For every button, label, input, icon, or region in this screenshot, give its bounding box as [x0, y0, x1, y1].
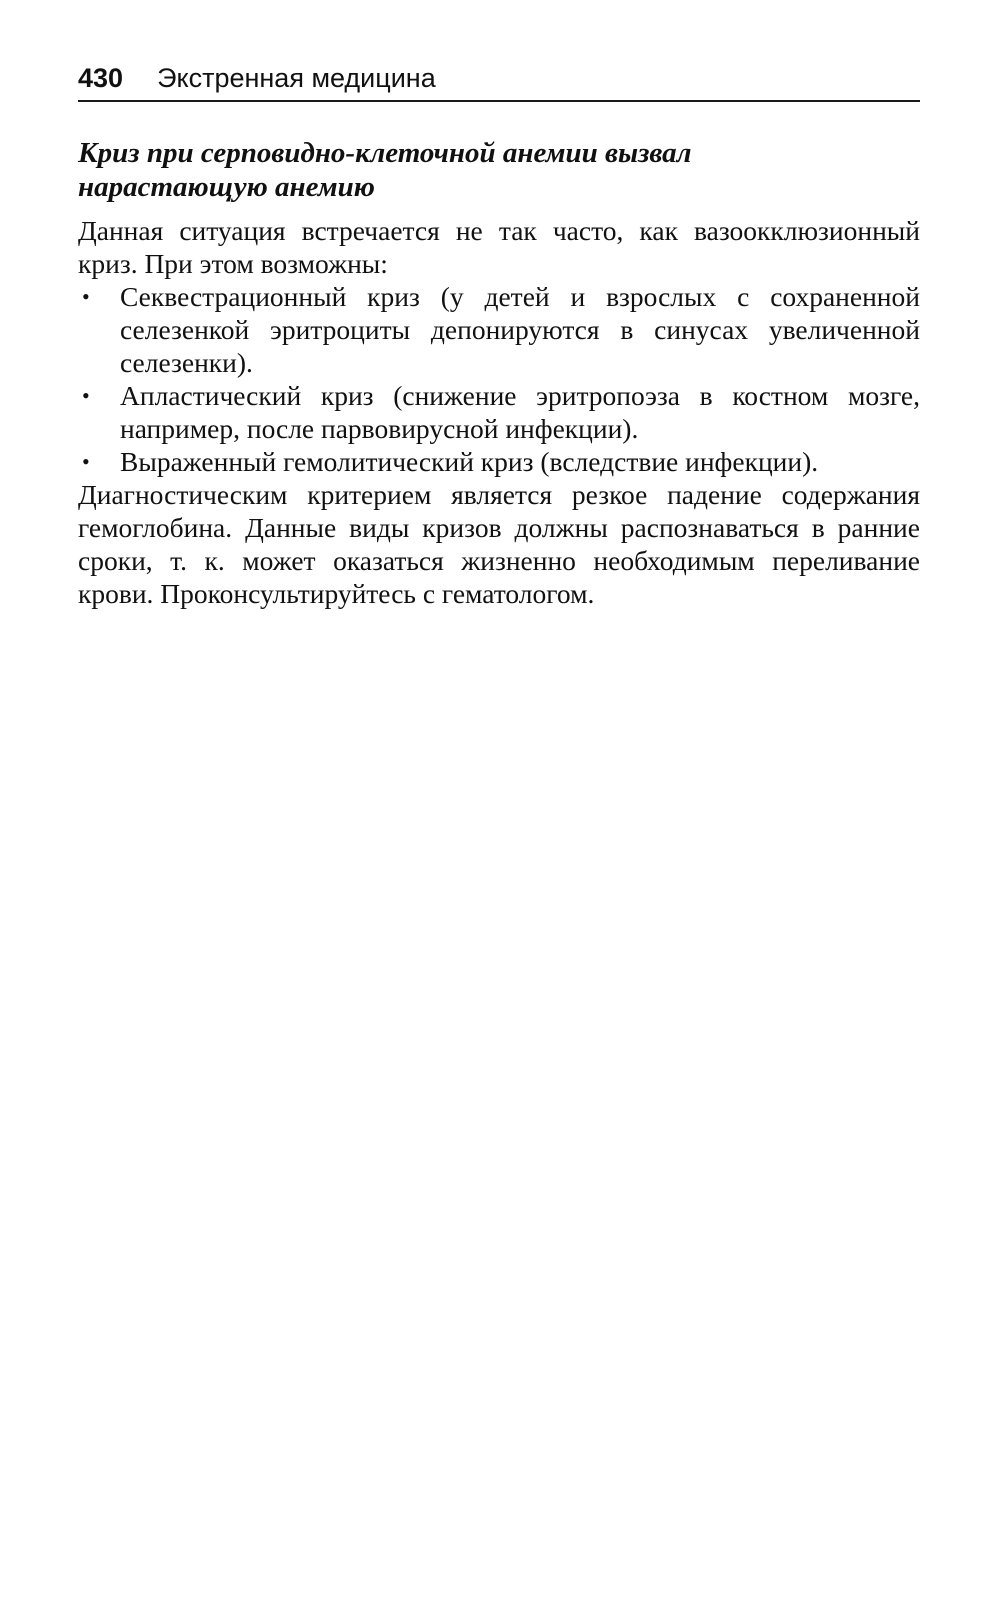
book-page [78, 62, 920, 610]
intro-paragraph: Данная ситуация встречается не так часто, как вазоокклюзионный криз. При этом возможны: [78, 215, 920, 279]
list-item-text: Выраженный гемолитический криз (вследствие инфекции). [120, 446, 819, 477]
section-title-line-1: Криз при серповидно-клеточной анемии вызвал [78, 137, 692, 169]
bullet-icon: • [82, 449, 90, 474]
running-head [78, 62, 920, 102]
list-item [78, 280, 920, 379]
bullet-icon: • [82, 284, 90, 309]
list-item-text: Секвестрационный криз (у детей и взрослых с сохраненной селезенкой эритроциты депонируются в синусах увеличенной селезенки). [120, 281, 920, 378]
conclusion-paragraph: Диагностическим критерием является резкое падение содержания гемоглобина. Данные виды кризов должны распознаваться в ранние сроки, т. к. может оказаться жизненно необходимым переливание крови. Проконсультируйтесь с гематологом. [78, 479, 920, 609]
section-title-line-2: нарастающую анемию [78, 171, 375, 203]
list-item [78, 445, 920, 478]
running-title: Экстренная медицина [157, 63, 436, 93]
bullet-list [78, 280, 920, 478]
section-title [78, 136, 920, 204]
list-item [78, 379, 920, 445]
page-number: 430 [78, 63, 124, 93]
list-item-text: Апластический криз (снижение эритропоэза в костном мозге, например, после парвовирусной инфекции). [120, 380, 920, 444]
bullet-icon: • [82, 383, 90, 408]
